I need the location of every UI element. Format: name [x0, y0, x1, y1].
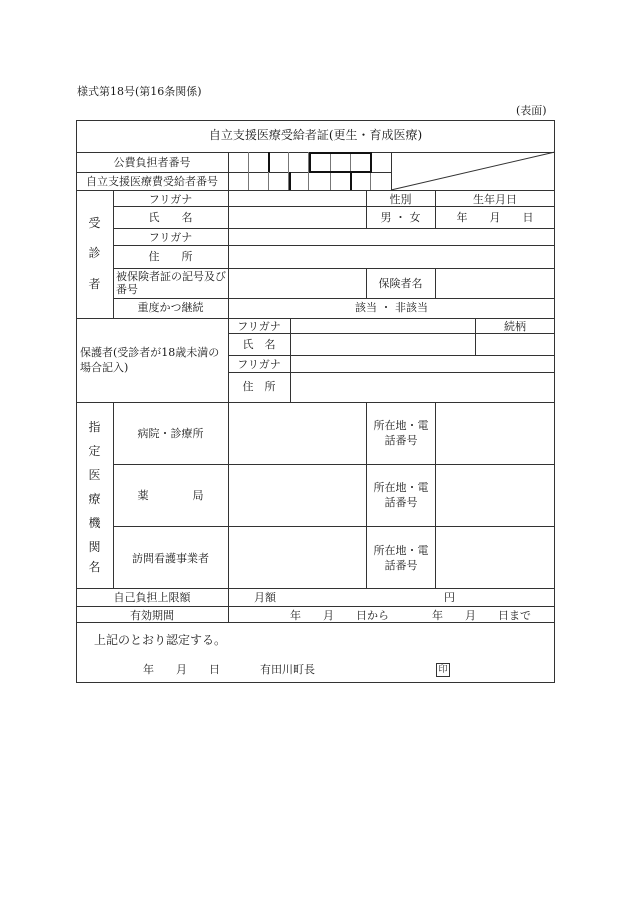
validity-label: 有効期間 [130, 609, 174, 622]
patient-char-2: 診 [88, 246, 101, 260]
recipient-number-label: 自立支援医療費受給者番号 [86, 175, 218, 188]
nursing-contact-label: 所在地・電話番号 [373, 544, 429, 572]
patient-char-1: 受 [88, 216, 101, 230]
inst-char-1: 指 [88, 420, 101, 434]
relation-label: 続柄 [504, 320, 526, 333]
nursing-label: 訪問看護事業者 [132, 552, 209, 565]
patient-char-3: 者 [88, 277, 101, 291]
guardian-furigana-label: フリガナ [237, 320, 281, 333]
guardian-furigana2-label: フリガナ [237, 358, 281, 371]
address-furigana-label: フリガナ [148, 231, 193, 244]
certification-text: 上記のとおり認定する。 [94, 633, 227, 647]
inst-char-3: 医 [88, 468, 101, 482]
side-label: (表面) [516, 104, 547, 117]
seal-icon: 印 [436, 663, 450, 677]
inst-char-4: 療 [88, 492, 101, 506]
certification-date[interactable]: 年 月 日 [143, 663, 220, 676]
validity-to[interactable]: 年 月 日まで [432, 609, 531, 622]
patient-address-label: 住 所 [148, 250, 193, 263]
limit-monthly: 月額 [254, 591, 276, 604]
inst-char-7: 名 [88, 560, 101, 574]
severe-value[interactable]: 該当 ・ 非該当 [355, 301, 428, 314]
guardian-label: 保護者(受診者が18歳未満の場合記入) [80, 346, 220, 374]
patient-furigana-label: フリガナ [148, 193, 193, 206]
birth-value[interactable]: 年 月 日 [456, 211, 534, 224]
inst-char-2: 定 [88, 444, 101, 458]
birth-header: 生年月日 [473, 193, 517, 206]
form-number: 様式第18号(第16条関係) [77, 85, 202, 98]
issuer-name: 有田川町長 [260, 663, 315, 676]
severe-label: 重度かつ継続 [137, 301, 204, 314]
inst-char-5: 機 [88, 516, 101, 530]
limit-yen: 円 [444, 591, 455, 604]
insurance-label: 被保険者証の記号及び番号 [116, 270, 226, 296]
hospital-label: 病院・診療所 [137, 427, 204, 440]
sex-header: 性別 [389, 193, 412, 206]
form-title: 自立支援医療受給者証(更生・育成医療) [208, 128, 423, 142]
payer-number-label: 公費負担者番号 [113, 156, 191, 169]
insurer-label: 保険者名 [378, 277, 423, 290]
guardian-name-label: 氏 名 [242, 338, 276, 351]
inst-char-6: 関 [88, 540, 101, 554]
limit-label: 自己負担上限額 [113, 591, 191, 604]
sex-value[interactable]: 男 ・ 女 [380, 211, 421, 224]
pharmacy-contact-label: 所在地・電話番号 [373, 481, 429, 509]
guardian-address-label: 住 所 [242, 380, 276, 393]
hospital-contact-label: 所在地・電話番号 [373, 419, 429, 447]
patient-name-label: 氏 名 [148, 211, 193, 224]
pharmacy-label: 薬 局 [137, 489, 204, 502]
validity-from[interactable]: 年 月 日から [290, 609, 389, 622]
